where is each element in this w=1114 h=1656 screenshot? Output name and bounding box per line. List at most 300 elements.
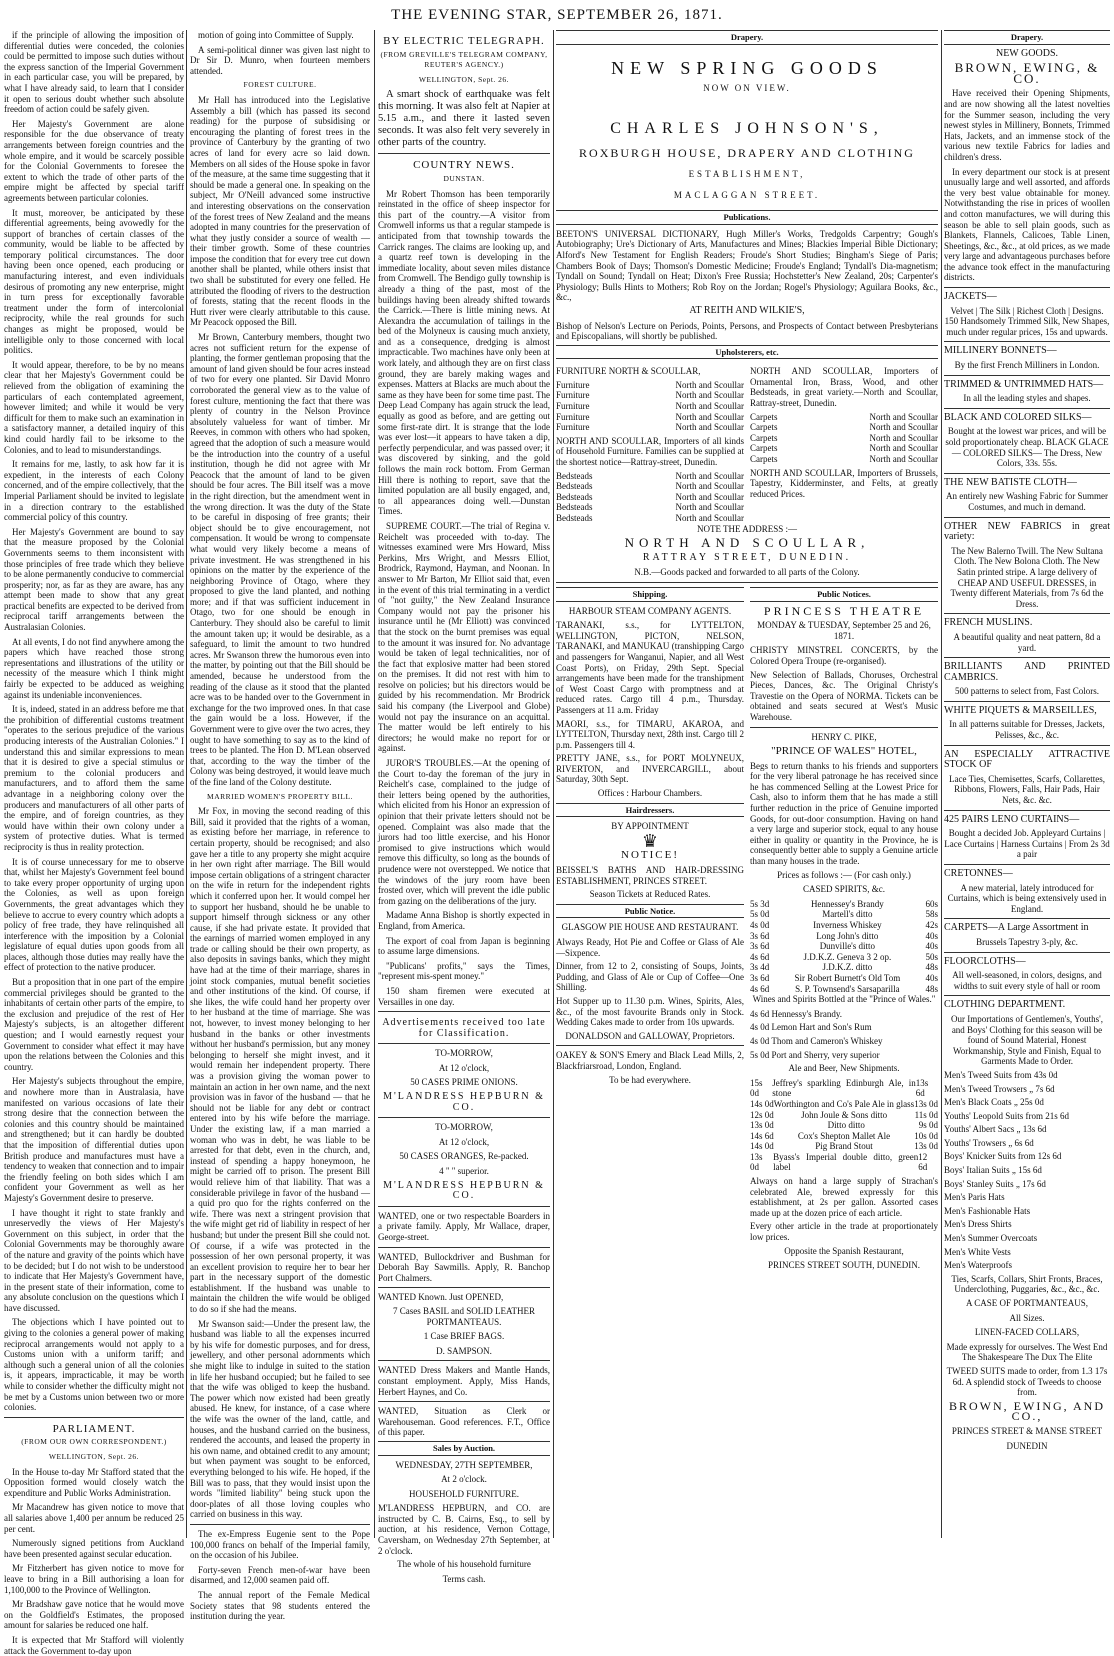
price: 11s 0d [914, 1109, 938, 1120]
brown-city: DUNEDIN [1006, 1440, 1048, 1451]
item-text: 500 patterns to select from, Fast Colors. [955, 686, 1099, 697]
paragraph: Numerously signed petitions from Auckland have been presented against secular education. [4, 1538, 184, 1559]
hotel-name: "PRINCE OF WALES" HOTEL, [771, 745, 917, 758]
pike-name: HENRY C. PIKE, [811, 731, 877, 742]
ad-head: FURNITURE NORTH & SCOULLAR, [556, 366, 701, 377]
price: 13s 0d [914, 1141, 938, 1152]
oakey-ad: OAKEY & SON'S Emery and Black Lead Mills, 2, Blackfriarsroad, London, England. [556, 1050, 744, 1071]
price: 3s 6d [750, 941, 770, 952]
section-header: Shipping. [556, 587, 744, 602]
item-text: Brussels Tapestry 3-ply, &c. [976, 936, 1078, 947]
country-heading: COUNTRY NEWS. [413, 159, 515, 172]
price-row [750, 962, 938, 973]
divider [378, 1287, 550, 1288]
lower-left [556, 587, 744, 1275]
hotel-text: Begs to return thanks to his friends and supporters for the very liberal patronage he has received since he has commenced Selling at the Lowest Price for Cash, also to inform them that he has made a still further reduction in the price of Genuine imported Goods, for out-door consumption. Having on hand a very large and superior stock, equal to any house either in quality or quantity in the Province, he is consequently better able to supply a Genuine article than many houses in the trade. [750, 760, 938, 867]
price-row [750, 920, 938, 931]
divider [944, 745, 1110, 746]
column-rule [374, 30, 375, 1538]
ad-text: Bishop of Nelson's Lecture on Periods, Points, Persons, and Prospects of Contact between Presbyterians and Episcopalians, will shortly be published. [556, 320, 938, 342]
divider [378, 1401, 550, 1402]
list-item: Bedsteads [556, 502, 593, 513]
masthead: THE EVENING STAR, SEPTEMBER 26, 1871. [391, 7, 723, 23]
divider [378, 1117, 550, 1118]
item-head: FLOORCLOTHS— [944, 955, 1026, 967]
price: 13s 6d [915, 1077, 929, 1099]
divider [4, 1417, 184, 1418]
item-head: BRILLIANTS AND PRINTED CAMBRICS. [944, 661, 1110, 683]
divider [944, 341, 1110, 342]
dateline: WELLINGTON, Sept. 26. [48, 1452, 140, 1461]
ad-name: CHARLES JOHNSON'S, [610, 119, 884, 137]
ad-item: 1 Case BRIEF BAGS. [423, 1331, 505, 1342]
ad-street: MACLAGGAN STREET. [673, 189, 821, 200]
oakey-tail: To be had everywhere. [609, 1074, 691, 1085]
price: 48s [925, 962, 938, 973]
list-item: Carpets [750, 443, 778, 454]
paragraph: It is, indeed, stated in an address before me that the prohibition of differential customs treatment "operates to the serious prejudice of the various producing interests of the Australian Colonies." I understand this and similar expressions to mean that it is desired to give a special stimulus or premium to the colonial producers and manufacturers, and to afford them the same advantage in a neighboring colony over the producers and manufacturers of all other parts of the empire, and of foreign countries, as they would have within their own colony under a system of protective duties. What is termed reciprocity is thus in reality protection. [4, 704, 184, 852]
list-item: North and Scoullar [675, 411, 744, 422]
list-row [556, 481, 744, 492]
hotel-tail: Always on hand a large supply of Strachan's celebrated Ale, brewed expressly for this establishment, at 2s per gallon. Assorted cases made up at the dozen price of each article. [750, 1176, 938, 1218]
paragraph: if the principle of allowing the imposition of differential duties were conceded, the colonies could be permitted to impose such duties without the express sanction of the Imperial Government in each particular case, you will be prepared, by what I have already said, to learn that I consider it open to serious doubt whether such absolute freedom of action could be safely given. [4, 30, 184, 115]
item-text: Our Importations of Gentlemen's, Youths', and Boys' Clothing for this season will be found of Sound Material, Honest Workmanship, Style and Finish, Equal to Garments Made to Order. [951, 1013, 1103, 1067]
list-item: Carpets [750, 411, 778, 422]
ad-agent: M'LANDRESS HEPBURN & CO. [383, 1179, 545, 1202]
item: Hennessey's Brandy [810, 898, 884, 909]
price: 40s [925, 941, 938, 952]
shipping-offices: Offices : Harbour Chambers. [597, 788, 703, 799]
paragraph: The annual report of the Female Medical Society states that 98 students entered the institution during the year. [190, 1589, 370, 1622]
place-heading: DUNSTAN. [443, 173, 485, 183]
paragraph: Her Majesty's subjects throughout the empire, and nowhere more than in Australasia, have manifested on various occasions of late their strong desire that the connection between the colonies and this country should be maintained and strengthened; but it can hardly be doubted that the imposition of differential duties upon British produce and manufactures must have a tendency to weaken that connection and to impair the friendly feeling on both sides which I am confident your Government as well as her Majesty's Government desire to preserve. [4, 1076, 184, 1203]
item-text: All well-seasoned, in colors, designs, and widths to suit every style of hall or room [952, 970, 1102, 991]
divider [556, 1045, 744, 1046]
paris-line: Men's Dress Shirts [944, 1219, 1012, 1230]
ad-subline: NOW ON VIEW. [703, 83, 791, 94]
paragraph: SUPREME COURT.—The trial of Regina v. Reichelt was proceeded with to-day. The witnesses examined were Mrs Howard, Miss Perkins, Mrs Wright, and Messrs Elliot, Brodrick, Raymond, Hayman, and Noonan. In answer to Mr Barton, Mr Elliot said that, even in the event of this trial terminating in a verdict of "not guilty," the New Zealand Insurance Company would not pay the prisoner his insurance until he (Mr Elliott) was convinced that the stock on the burnt premises was equal to the amount it was insured for. No advantage would be taken of legal technicalities, nor of the fact that explosive matter had been stored on the premises. It did not rest with him to resolve on policies; but his directors would be guided by his recommendation. Mr Brodrick said his company (the Liverpool and Globe) would not pay the insurance on an acquittal. The matter would be left entirely to his directors; he would make no report for or against. [378, 520, 550, 754]
ad-item: 50 CASES ORANGES, Re-packed. [399, 1151, 529, 1162]
list-row [556, 422, 744, 433]
tweed-suits: TWEED SUITS made to order, from 1.3 17s 6d. A splendid stock of Tweeds to choose from. [946, 1365, 1108, 1398]
paragraph: JUROR'S TROUBLES.—At the opening of the Court to-day the foreman of the jury in Reichelt's case, complained to the judge of their letters being opened by the authorities, which elicited from his Honor an expression of opinion that their private letters should not be opened. Complaint was also made that the jurors had too little exercise, and his Honor promised to give instructions which would remove this difficulty, so long as the bounds of prudence were not overstepped. We notice that the windows of the jury room have been frosted over, which will prevent the idle public from gazing on the deliberations of the jury. [378, 758, 550, 906]
paragraph: It must, moreover, be anticipated by these differential agreements, being avowedly for the support of branches of certain classes of the community, would be liable to be affected by temporary political circumstances. The door having been once opened, each producing or manufacturing interest, and even individuals desirous of promoting any new enterprise, might in turn press for exceptionally favorable treatment under the form of intercolonial reciprocity, while the real grounds for such changes as might be proposed, would be intelligible only to those concerned with local politics. [4, 207, 184, 356]
divider [944, 995, 1110, 996]
item-head: MILLINERY BONNETS— [944, 345, 1057, 357]
price: 14s 0d [750, 1141, 774, 1152]
hotel-tail: Every other article in the trade at proportionately low prices. [750, 1221, 938, 1243]
item-text: In all the leading styles and shapes. [963, 393, 1091, 404]
theatre-text: New Selection of Ballads, Choruses, Orchestral Pieces, Dances, &c. The Original Christy's Travestie on the Opera of NORMA. Tickets can be obtained and seats secured at West's Music Warehouse. [750, 669, 938, 722]
item-head: FRENCH MUSLINS. [944, 617, 1033, 629]
column-1 [4, 30, 184, 1656]
divider [944, 375, 1110, 376]
glasgow-line: Dinner, from 12 to 2, consisting of Soups, Joints, Pudding, and Glass of Ale or Cup of Coffee—One Shilling. [556, 961, 744, 993]
paragraph: In every department our stock is at present unusually large and well assorted, and affords the very best value obtainable for money. Notwithstanding the rise in prices of woollen and cotton manufactures, we will during this season be able to sell plain goods, such as Blankets, Flannels, Calicoes, Table Linen, Sheetings, &c., &c., at old prices, as we made very large and advantageous purchases before the advance took effect in the manufacturing districts. [944, 166, 1110, 283]
divider [750, 727, 938, 728]
paragraph: I have thought it right to state frankly and unreservedly the views of Her Majesty's Government on this subject, in order that the Colonial Governments may be thoroughly aware of the nature and gravity of the points which have to be decided; but I do not wish to be understood to indicate that Her Majesty's Government have, in the present state of their information, come to any absolute conclusion on the questions which I have discussed. [4, 1207, 184, 1313]
price: 40s [925, 930, 938, 941]
item-head: OTHER NEW FABRICS in great variety: [944, 520, 1110, 543]
wines-heading: Wines and Spirits Bottled at the "Prince of Wales." [752, 994, 936, 1005]
price-row [750, 1120, 938, 1131]
item: J.D.K.Z. Geneva 3 2 op. [803, 951, 892, 962]
new-goods: NEW GOODS. [995, 47, 1059, 59]
item-text: The New Balerno Twill. The New Sultana Cloth. The New Bolona Cloth. The New Satin printed stripe. A large delivery of CHEAP AND USEFUL DRESSES, in Twenty different Materials, from 7s 6d the Dress. [950, 545, 1104, 609]
item-head: CARPETS—A Large Assortment in [944, 922, 1089, 934]
list-item: North and Scoullar [869, 432, 938, 443]
wine-line: 4s 0d Thom and Cameron's Whiskey [750, 1035, 883, 1046]
ad-agent: M'LANDRESS HEPBURN & CO. [383, 1091, 545, 1113]
list-item: Carpets [750, 454, 778, 465]
glasgow-line: Always Ready, Hot Pie and Coffee or Glass of Ale—Sixpence. [556, 937, 744, 958]
item-head: CRETONNES— [944, 868, 1013, 879]
wanted-ad: WANTED Dress Makers and Mantle Hands, constant employment. Apply, Miss Hands, Herbert Haynes, and Co. [378, 1365, 550, 1397]
divider [944, 473, 1110, 474]
paragraph: Mr Swanson said:—Under the present law, the husband was liable to all the expenses incurred by his wife for domestic purposes, and for dress, jewellery, and other personal adornments which she might like to indulge in suited to the station in life her husband occupied; but he failed to see that the wife was obliged to keep the husband. The power which now existed had been greatly abused. He knew, for instance, of a case where the wife was the owner of the land, cattle, and houses, and the husband carried on the business, rendered the accounts, and leased the property in his own name, and obtained credit to any amount; but when payment was sought to be enforced, everything belonged to his wife. He hoped, if the Bill was to pass, that they would insist upon the words "limited liability" being stuck upon the door-plates of all those loving couples who carried on business in this way. [190, 1318, 370, 1520]
price: 9s 0d [918, 1120, 938, 1131]
list-item: North and Scoullar [675, 502, 744, 513]
item-text: Bought a decided Job. Appleyard Curtains | Lace Curtains | Harness Curtains | From 2s 3d a pair [944, 828, 1110, 860]
paragraph: Mr Brown, Canterbury members, thought two acres not sufficient return for the expense of planting, the former gentleman proposing that the amount of land given should be four acres instead of two for every one planted. Sir David Monro corroborated the general view as to the value of forest culture, mentioning the fact that there was plenty of country in the Nelson Province absolutely valueless for want of timber. Mr Reeves, in common with others who had spoken, agreed that the adoption of such a measure would be the introduction into the country of a useful institution, though he did not agree with Mr Peacock that the amount of land to be given should be four acres. The Bill itself was a move in the right direction, but the amendment went in the wrong direction. It was the duty of the State to be careful in disposing of free grants; their object should be to give encouragement, not compensation. It would be wrong to compensate what would very likely become a means of private investment. He was strengthened in his opinions on the matter by the experience of the neighboring Province of Otago, where they proposed to give the land planted, and nothing more; and if that was sufficient inducement in Otago, two for one should be enough in Canterbury. They should also be careful to limit the amount taken up; it would be desirable, as a safeguard, to limit the amount to two hundred acres. Mr Swanson threw the humorous even into the matter, by pointing out that the Bill should be amended, because he understood from the reading of the clause as it stood that the planted acre was to be handed over to the Government in exchange for the two improved ones. In that case the gain would be a loss. However, if the Government were to give over the two acres, they ought to have something to say as to the kind of trees to be planted. The Hon D. M'Lean observed that, according to the way the timber of the Colony was being destroyed, it would leave much of the fine land of the Colony destitute. [190, 332, 370, 787]
list-item: North and Scoullar [869, 422, 938, 433]
ad-text: BEETON'S UNIVERSAL DICTIONARY, Hugh Miller's Works, Tredgolds Carpentry; Gough's Autobiography; Ure's Dictionary of Arts, Manufactures and Mines; Blackies Imperial Bible Dictionary; Alford's New Testament for English Readers; Froude's Short Studies; Bingham's Siege of Paris; Chambers Book of Days; Thomson's Domestic Medicine; Froude's England; Tyndall's Dia-magnetism; Tyndall on Sound; Tyndall on Heat; Dixon's Free Russia; Hochstetter's New Zealand, 20s; Carpenter's Physiology; Bulls Hints to Mothers; Rob Roy on the Jordan; Rogel's Physiology; Aguilara Books, &c., &c., [556, 228, 938, 303]
ad-time: At 12 o'clock, [438, 1062, 490, 1073]
suit-line: Youths' Albert Sacs „ 13s 6d [944, 1124, 1047, 1135]
item-text: An entirely new Washing Fabric for Summer Costumes, and much in demand. [945, 491, 1109, 512]
ad-time: At 12 o'clock, [438, 1136, 490, 1147]
section-header: Public Notice. [556, 904, 744, 919]
auction-terms: Terms cash. [442, 1573, 486, 1584]
item: Long John's ditto [816, 930, 879, 941]
list-item: Bedsteads [556, 470, 593, 481]
item-text: Lace Ties, Chemisettes, Scarfs, Collarettes, Ribbons, Flowers, Falls, Hair Pads, Hair Nets, &c. &c. [949, 773, 1105, 806]
ad-at: AT REITH AND WILKIE'S, [689, 304, 805, 316]
list-item: Bedsteads [556, 491, 593, 502]
item: Worthington and Co's Pale Ale in glass [773, 1098, 915, 1109]
column-rule [941, 30, 942, 1538]
shipping-ad: MAORI, s.s., for TIMARU, AKAROA, and LYTTELTON, Thursday next, 28th inst. Cargo till 2 p.m. Passengers till 4. [556, 718, 744, 750]
paragraph: Forty-seven French men-of-war have been disarmed, and 12,000 seamen paid off. [190, 1564, 370, 1586]
item: Sir Robert Burnett's Old Tom [794, 972, 901, 983]
list-row [556, 502, 744, 513]
column-4 [556, 30, 938, 1538]
price: 4s 6d [750, 983, 770, 994]
paragraph: It would appear, therefore, to be by no means clear that her Majesty's Government could be relieved from the obligation of examining the particulars of each contemplated agreement, however limited; and while it would be very difficult for them to make such an examination in a satisfactory manner, a detailed inquiry of this kind could hardly fail to be irksome to the Colonies, and to lead to misunderstandings. [4, 359, 184, 455]
list-item: Furniture [556, 390, 590, 401]
paragraph: Mr Bradshaw gave notice that he would move on the Goldfield's Estimates, the proposed amount for salaries be reduced one half. [4, 1599, 184, 1631]
item-head: THE NEW BATISTE CLOTH— [944, 476, 1077, 488]
wine-line: 5s 0d Port and Sherry, very superior [750, 1049, 880, 1060]
paragraph: The ex-Empress Eugenie sent to the Pope 100,000 francs on behalf of the Imperial family, on the occasion of his Jubilee. [190, 1528, 370, 1561]
divider [944, 864, 1110, 865]
item-head: AN ESPECIALLY ATTRACTIVE STOCK OF [944, 748, 1110, 771]
hairdresser-ad: BEISSEL'S BATHS AND HAIR-DRESSING ESTABLISHMENT, PRINCES STREET. [556, 865, 744, 886]
list-row [750, 422, 938, 433]
late-ads-heading: Advertisements received too late for Classification. [382, 1017, 546, 1039]
paragraph: Have received their Opening Shipments, and are now showing all the latest novelties for the Summer season, including the very newest styles in Millinery, Bonnets, Trimmed Hats, Jackets, and an immense stock of the various new textile Fabrics for ladies and children's dress. [944, 88, 1110, 162]
paragraph: Mr Fitzherbert has given notice to move for leave to bring in a Bill authorising a loan for 1,100,000 to the Province of Wellington. [4, 1563, 184, 1595]
list-row [556, 380, 744, 391]
telegraph-heading: BY ELECTRIC TELEGRAPH. [383, 35, 545, 47]
price: 13s 0d [750, 1151, 763, 1173]
price: 14s 0d [750, 1098, 774, 1109]
price: 4s 0d [750, 920, 770, 930]
lower-right [750, 587, 938, 1275]
list-item: North and Scoullar [675, 379, 744, 390]
paragraph: A semi-political dinner was given last night to Dr Sir D. Munro, when fourteen members attended. [190, 44, 370, 76]
paragraph: At all events, I do not find anywhere among the papers which have reached those strong representations and illustrations of the utility or necessity of the measure which I think might fairly be expected to be adduced as weighing against its undeniable inconveniences. [4, 636, 184, 700]
item-text: Velvet | The Silk | Richest Cloth | Designs. 150 Handsomely Trimmed Silk, New Shapes, much under regular prices, 15s and upwards. [944, 305, 1110, 337]
list-item: North and Scoullar [675, 422, 744, 433]
paragraph: It is expected that Mr Stafford will violently attack the Government to-day upon [4, 1634, 184, 1656]
telegraph-subheading: (FROM GREVILLE'S TELEGRAM COMPANY, REUTER'S AGENCY.) [380, 49, 548, 70]
paris-line: Men's Summer Overcoats [944, 1233, 1038, 1244]
suit-line: Men's Tweed Trowsers „ 7s 6d [944, 1083, 1055, 1094]
item-text: By the first French Milliners in London. [954, 360, 1100, 371]
nb-note: N.B.—Goods packed and forwarded to all parts of the Colony. [634, 567, 860, 578]
price-row [750, 952, 938, 963]
wanted-ad: WANTED, Bullockdriver and Bushman for Deborah Bay Sawmills. Apply, R. Banchop Port Chalmers. [378, 1251, 550, 1283]
paris-line: Men's Waterproofs [944, 1260, 1012, 1271]
price: 3s 4d [750, 962, 770, 973]
brown-ewing-footer: BROWN, EWING, AND CO., [949, 1398, 1105, 1424]
portmanteaus: A CASE OF PORTMANTEAUS, [966, 1298, 1088, 1308]
wine-line: Ale and Beer, New Shipments. [788, 1063, 900, 1074]
price-row [750, 1141, 938, 1152]
item-head: CLOTHING DEPARTMENT. [944, 999, 1066, 1011]
list-row [750, 412, 938, 423]
price: 5s 3d [750, 898, 770, 909]
address-name: NORTH AND SCOULLAR, [624, 535, 870, 551]
divider [944, 287, 1110, 288]
ad-when: TO-MORROW, [435, 1122, 493, 1133]
wine-line: 4s 0d Lemon Hart and Son's Rum [750, 1022, 872, 1033]
parliament-heading: PARLIAMENT. [52, 1422, 136, 1435]
price-row [750, 1099, 938, 1110]
wanted-ad: WANTED, one or two respectable Boarders in a private family. Apply, Mr Wallace, draper, George-street. [378, 1210, 550, 1242]
auction-time: At 2 o'clock. [441, 1474, 487, 1485]
item: Byass's Imperial double ditto, green label [773, 1151, 919, 1173]
price: 40s [925, 972, 938, 983]
list-item: Furniture [556, 411, 590, 422]
section-header: Sales by Auction. [378, 1441, 550, 1456]
paragraph: It is of course unnecessary for me to observe that, whilst her Majesty's Government feel bound to take every proper opportunity of urging upon the Colonies, as well as upon foreign Governments, the great advantages which they believe to accrue to every country which adopts a policy of free trade, they have relinquished all interference with the imposition by a Colonial legislature of equal duties upon goods from all places, although those duties may really have the effect of protection to the native producer. [4, 856, 184, 973]
shipping-ad: PRETTY JANE, s.s., for PORT MOLYNEUX, RIVERTON, and INVERCARGILL, about Saturday, 30th Sept. [556, 753, 744, 785]
married-heading: MARRIED WOMEN'S PROPERTY BILL. [207, 791, 353, 801]
notice-heading: NOTICE! [621, 849, 679, 862]
price: 14s 6d [750, 1130, 774, 1141]
list-row [750, 454, 938, 465]
price-row [750, 899, 938, 910]
paragraph: Mr Hall has introduced into the Legislative Assembly a bill (which has passed its second reading) for the purpose of subsidising or encouraging the planting of forest trees in the province of Canterbury by the granting of two acres of land for every acre so laid down. Members on all sides of the House spoke in favor of the measure, at the same time suggesting that it should be made a general one. In speaking on the subject, Mr O'Neill advanced some instructive and interesting observations on the conservation of the forest trees of New Zealand and the means adopted in many countries for the preservation of what they justly consider a source of wealth — their timber growth. Some of these countries impose the condition that for every tree cut down another shall be planted, while others insist that two shall be substituted for every one felled. He attributed the flooding of rivers to the destruction of forests, stating that the recent floods in the Hutt river were clearly attributable to this cause. Mr Peacock opposed the Bill. [190, 94, 370, 328]
list-item: North and Scoullar [869, 411, 938, 422]
paris-line: Men's Paris Hats [944, 1192, 1005, 1203]
divider [944, 918, 1110, 919]
list-item: North and Scoullar [675, 481, 744, 492]
price: 15s 0d [750, 1077, 763, 1099]
forest-heading: FOREST CULTURE. [243, 80, 317, 90]
wanted-ad: WANTED Known. Just OPENED, [378, 1292, 504, 1303]
item-head: 425 PAIRS LENO CURTAINS— [944, 813, 1080, 825]
price: 12 6d [918, 1151, 928, 1173]
paragraph: The objections which I have pointed out to giving to the colonies a general power of making reciprocal arrangements would not apply to a Customs union with a uniform tariff; and although such a general union of all the colonies is, it appears, impracticable, it may be worth while to consider whether the difficulty might not be met by a Customs union between two or more colonies. [4, 1317, 184, 1413]
linen-collars: LINEN-FACED COLLARS, [974, 1327, 1080, 1338]
price: 42s [925, 920, 938, 930]
paragraph: motion of going into Committee of Supply. [198, 30, 354, 40]
upholsterers-left [556, 363, 744, 523]
ad-head: NORTH AND SCOULLAR, Importers of Ornamental Iron, Brass, Wood, and other Bedsteads, in great variety.—North and Scoullar, Rattray-street, Dunedin. [750, 366, 938, 409]
price-row [750, 1078, 938, 1099]
price: 10s 0d [914, 1130, 938, 1141]
price-row [750, 984, 938, 995]
ad-item: 50 CASES PRIME ONIONS. [410, 1077, 518, 1088]
item: Jeffrey's sparkling Edinburgh Ale, in stone [772, 1077, 916, 1099]
item-head: WHITE PIQUETS & MARSEILLES, [944, 704, 1097, 716]
upholsterers-right [750, 363, 938, 523]
auction-title: HOUSEHOLD FURNITURE. [409, 1488, 519, 1499]
auction-tail: The whole of his household furniture [397, 1559, 531, 1570]
list-item: Bedsteads [556, 513, 593, 523]
section-header: Publications. [556, 210, 938, 225]
item-text: In all patterns suitable for Dresses, Jackets, Pelisses, &c., &c. [949, 719, 1105, 741]
all-sizes: All Sizes. [1009, 1312, 1045, 1323]
paragraph: Mr Robert Thomson has been temporarily reinstated in the office of sheep inspector for this part of the country.—A visitor from Cromwell informs us that a regular stampede is anticipated from that township towards the Carrick ranges. The claims are looking up, and a quartz reef town is developing in the immediate locality, about seven miles distance from Cromwell. The Bendigo gully township is already a thing of the past, most of the buildings having been already shifted towards the Carrick.—There is little mining news. At Alexandra the accumulation of tailings in the bed of the Molyneux is causing much anxiety, and as a consequence, dredging is almost impracticable. Two machines have only been at work lately, and although they are on first class ground, they are barely making wages and expenses. Matters at Blacks are much about the same as they have been for some time past. The Deep Lead Company has again struck the lead, equally as good as before, and are getting out some first-rate dirt. It is strange that the lode was ever lost—it appears to have taken a dip, perfectly perpendicular, and was passed over; it was discovered by sinking, and the gold follows the main rock bottom. From German Hill there is nothing to report, save that the limited population are all busily engaged, and, to all appearances doing well.—Dunstan Times. [378, 188, 550, 517]
brown-address: PRINCES STREET & MANSE STREET [951, 1425, 1103, 1436]
price: 13s 0d [914, 1098, 938, 1109]
list-item: Carpets [750, 432, 778, 443]
divider [944, 613, 1110, 614]
ad-house: ROXBURGH HOUSE, DRAPERY AND CLOTHING [579, 146, 915, 161]
divider [944, 517, 1110, 518]
paris-line: Men's White Vests [944, 1246, 1011, 1257]
paragraph: 150 sham firemen were executed at Versailles in one day. [378, 985, 550, 1007]
parliament-subheading: (FROM OUR OWN CORRESPONDENT.) [21, 1437, 167, 1447]
column-rule [186, 30, 187, 1538]
hotel-address: PRINCES STREET SOUTH, DUNEDIN. [767, 1260, 921, 1271]
prices-heading: Prices as follows :— (For cash only.) [777, 869, 911, 880]
divider [556, 582, 938, 583]
price: 48s [925, 983, 938, 994]
list-row [750, 443, 938, 454]
section-header: Upholsterers, etc. [556, 345, 938, 360]
paragraph: "Publicans' profits," says the Times, "represent mis-spent money." [378, 960, 550, 982]
divider [944, 408, 1110, 409]
price: 50s [925, 951, 938, 962]
theatre-text: CHRISTY MINSTREL CONCERTS, by the Colored Opera Troupe (re-organised). [750, 645, 938, 666]
list-row [556, 513, 744, 524]
divider [378, 153, 550, 154]
item: Inverness Whiskey [813, 920, 882, 930]
suit-line: Boys' Italian Suits „ 15s 6d [944, 1165, 1042, 1176]
price-row [750, 941, 938, 952]
suit-line: Boys' Stanley Suits „ 17s 6d [944, 1178, 1046, 1189]
list-item: Furniture [556, 401, 590, 412]
list-item: Furniture [556, 422, 590, 433]
ad-head: NORTH AND SCOULLAR, Importers of all kinds of Household Furniture. Families can be supplied at the shortest notice—Rattray-street, Dunedin. [556, 435, 744, 468]
divider [944, 952, 1110, 953]
price: 58s [925, 909, 938, 920]
suit-line: Youths' Leopold Suits from 21s 6d [944, 1110, 1069, 1121]
linen-text: Made expressly for ourselves. The West End The Shakespeare The Dux The Elite [946, 1341, 1108, 1363]
list-item: Bedsteads [556, 481, 593, 492]
item: Cox's Shepton Mallet Ale [797, 1130, 891, 1141]
suit-line: Youths' Trowsers „ 6s 6d [944, 1137, 1034, 1148]
upholsterers-grid [556, 363, 938, 523]
suit-line: Men's Black Coats „ 25s 0d [944, 1097, 1044, 1108]
list-item: North and Scoullar [869, 454, 938, 465]
section-header: Public Notices. [750, 587, 938, 602]
note-address: NOTE THE ADDRESS :— [696, 523, 798, 534]
divider [944, 701, 1110, 702]
ties-line: Ties, Scarfs, Collars, Shirt Fronts, Braces, Underclothing, Puggaries, &c., &c., &c. [951, 1273, 1103, 1295]
ad-establishment: ESTABLISHMENT, [688, 168, 806, 179]
divider [378, 1011, 550, 1012]
dateline: WELLINGTON, Sept. 26. [418, 74, 510, 84]
price-row [750, 1131, 938, 1142]
paragraph: A smart shock of earthquake was felt this morning. It was also felt at Napier at 5.15 a.m., and there it lasted seven seconds. It was also felt very severely in other parts of the country. [378, 89, 550, 149]
price: 5s 0d [750, 909, 770, 920]
divider [944, 810, 1110, 811]
ad-when: TO-MORROW, [435, 1048, 493, 1059]
list-row [556, 412, 744, 423]
divider [378, 1247, 550, 1248]
item: Pig Brand Stout [815, 1141, 873, 1152]
ad-head: NORTH AND SCOULLAR, Importers of Brussels, Tapestry, Kidderminster, and Felts, at greatly reduced Prices. [750, 467, 938, 499]
divider [378, 1043, 550, 1044]
item: Ditto ditto [827, 1120, 865, 1131]
list-item: North and Scoullar [675, 401, 744, 412]
column-5 [944, 30, 1110, 1538]
paragraph: Her Majesty's Government are alone responsible for the due observance of treaty arrangements between foreign countries and the whole empire, and it would be scarcely possible for the Colonial Governments to foresee the extent to which the trade of other parts of the empire might be affected by special tariff agreements between particular colonies. [4, 118, 184, 203]
price: 60s [925, 898, 938, 909]
glasgow-title: GLASGOW PIE HOUSE AND RESTAURANT. [561, 922, 739, 933]
ad-agent: D. SAMPSON. [436, 1345, 492, 1356]
wine-line: 4s 6d Hennessy's Brandy. [750, 1008, 843, 1019]
item: S. P. Townsend's Sarsaparilla [795, 983, 900, 994]
section-header: Hairdressers. [556, 803, 744, 818]
list-row [556, 390, 744, 401]
shipping-ad: TARANAKI, s.s., for LYTTELTON, WELLINGTON, PICTON, NELSON, TARANAKI, and MANUKAU (transhipping Cargo and passengers for Wanganui, Napier, and all West Coast Ports), on Friday, 29th Sept. Special arrangements have been made for the transhipment of West Coast Cargo with promptness and at reduced rates. Cargo till 4 p.m., Thursday. Passengers at 11 a.m. Friday [556, 620, 744, 715]
auction-date: WEDNESDAY, 27TH SEPTEMBER, [395, 1459, 533, 1470]
item-head: BLACK AND COLORED SILKS— [944, 411, 1092, 423]
suit-line: Boys' Knicker Suits from 12s 6d [944, 1151, 1062, 1162]
paragraph: Her Majesty's Government are bound to say that the measure proposed by the Colonial Governments seems to them inconsistent with those principles of free trade which they believe to be alone permanently conducive to commercial prosperity; nor, as far as they are aware, has any attempt been made to show that any great practical benefits are expected to be derived from reciprocal tariff arrangements between the Australasian Colonies. [4, 526, 184, 633]
item-head: JACKETS— [944, 291, 997, 303]
item-head: TRIMMED & UNTRIMMED HATS— [944, 378, 1104, 390]
paragraph: Mr Macandrew has given notice to move that all salaries above 1,400 per annum be reduced 25 per cent. [4, 1502, 184, 1534]
item-text: A new material, lately introduced for Curtains, which is being extensively used in England. [947, 882, 1107, 914]
theatre-title: PRINCESS THEATRE [763, 603, 925, 618]
shipping-title: HARBOUR STEAM COMPANY AGENTS. [568, 605, 732, 616]
list-item: Carpets [750, 422, 778, 433]
price-row [750, 973, 938, 984]
column-2 [190, 30, 370, 1622]
season-tickets: Season Tickets at Reduced Rates. [589, 889, 711, 900]
item: J.D.K.Z. ditto [822, 962, 873, 973]
paragraph: It remains for me, lastly, to ask how far it is expedient, in the interests of each Colony concerned, and of the empire collectively, that the Imperial Parliament should be invited to legislate in a direction contrary to the established commercial policy of this country. [4, 459, 184, 523]
glasgow-line: Hot Supper up to 11.30 p.m. Wines, Spirits, Ales, &c., of the most favourite Brands only in Stock. Wedding Cakes made to order from 10s upwards. [556, 995, 744, 1028]
item: Dunville's ditto [819, 941, 876, 952]
ad-item: 7 Cases BASIL and SOLID LEATHER PORTMANTEAUS. [393, 1305, 535, 1327]
list-row [556, 401, 744, 412]
column-rule [553, 30, 554, 1538]
price: 12s 0d [750, 1109, 774, 1120]
list-item: North and Scoullar [869, 443, 938, 454]
price-row [750, 909, 938, 920]
divider [944, 657, 1110, 658]
divider [378, 1206, 550, 1207]
